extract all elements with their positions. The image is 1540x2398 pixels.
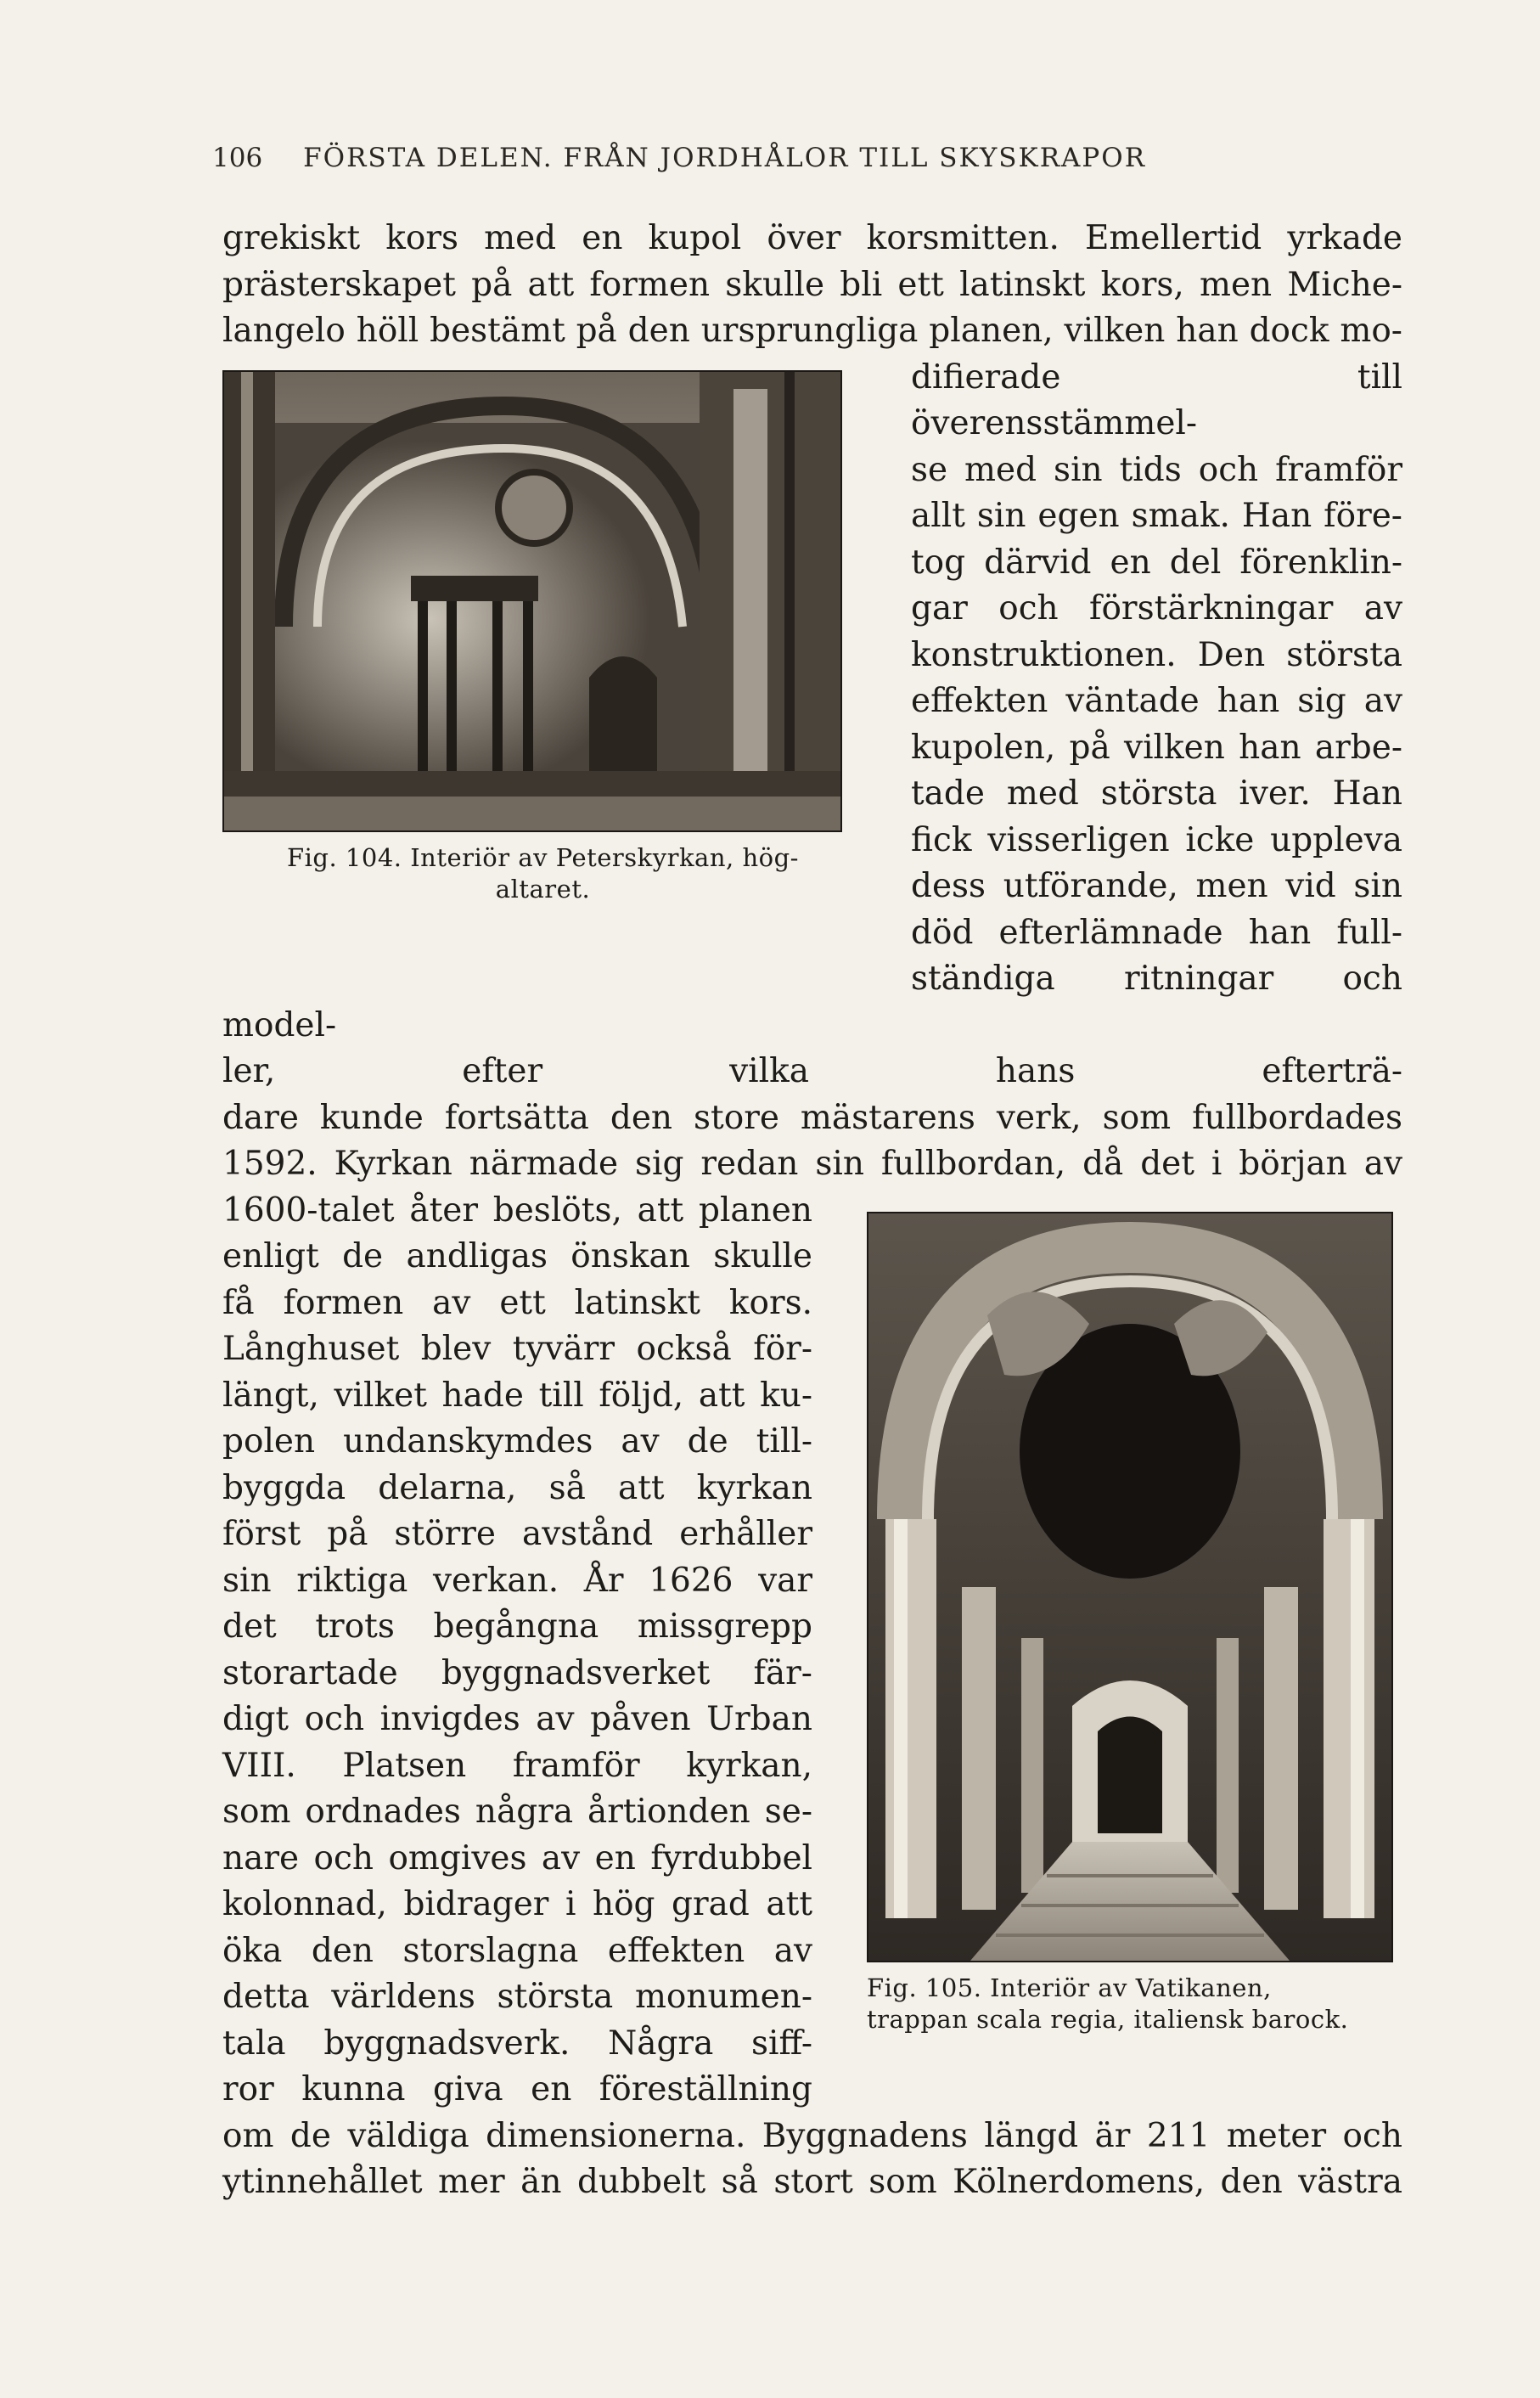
scala-regia-illustration: [868, 1213, 1391, 1961]
text-line: tog därvid en del förenklin-: [911, 543, 1402, 582]
text-line: 1600-talet åter beslöts, att planen: [222, 1191, 812, 1230]
caption-line: altaret.: [495, 874, 591, 903]
text-line: ror kunna giva en föreställning: [222, 2070, 812, 2108]
text-line: grekiskt kors med en kupol över korsmitten. Emellertid yrkade: [222, 219, 1402, 257]
page-number: 106: [212, 143, 263, 173]
text-line: polen undanskymdes av de till-: [222, 1422, 812, 1461]
photo-scala-regia: [867, 1212, 1393, 1962]
text-line: om de väldiga dimensionerna. Byggnadens längd är 211 meter och: [222, 2116, 1402, 2155]
text-line: langelo höll bestämt på den ursprungliga planen, vilken han dock mo-: [222, 312, 1402, 350]
text-line: prästerskapet på att formen skulle bli ett latinskt kors, men Miche-: [222, 265, 1402, 304]
text-line: sin riktiga verkan. År 1626 var: [222, 1561, 812, 1600]
text-line: kupolen, på vilken han arbe-: [911, 728, 1402, 767]
text-line: ler, efter vilka hans efterträ-: [222, 1052, 1402, 1090]
text-line: allt sin egen smak. Han före-: [911, 497, 1402, 535]
text-line: konstruktionen. Den största: [911, 635, 1402, 674]
text-line: tade med största iver. Han: [911, 774, 1402, 813]
text-line: död efterlämnade han full-: [911, 913, 1402, 952]
text-line: kolonnad, bidrager i hög grad att: [222, 1885, 812, 1923]
text-line: få formen av ett latinskt kors.: [222, 1283, 812, 1322]
text-line: fick visserligen icke uppleva: [911, 820, 1402, 859]
caption-line: Fig. 104. Interiör av Peterskyrkan, hög-: [287, 842, 799, 872]
figure-104: [222, 370, 863, 965]
text-line: det trots begångna missgrepp: [222, 1607, 812, 1646]
text-line: ständiga ritningar och model-: [222, 960, 1402, 1044]
text-line: enligt de andligas önskan skulle: [222, 1237, 812, 1275]
figure-105-caption: [855, 1973, 1402, 2035]
figure-104-caption: [222, 842, 863, 905]
peterskyrkan-illustration: [224, 372, 840, 830]
text-line: digt och invigdes av påven Urban: [222, 1700, 812, 1738]
figure-105: [855, 1212, 1402, 2069]
body-text: [222, 216, 1402, 2206]
text-line: dess utförande, men vid sin: [911, 867, 1402, 905]
text-line: difierade till överensstämmel-: [911, 357, 1402, 442]
text-line: se med sin tids och framför: [911, 450, 1402, 489]
running-head: [212, 143, 1146, 173]
text-line: tala byggnadsverk. Några siff-: [222, 2024, 812, 2063]
text-line: byggda delarna, så att kyrkan: [222, 1468, 812, 1507]
text-line: gar och förstärkningar av: [911, 589, 1402, 628]
text-line: först på större avstånd erhåller: [222, 1515, 812, 1553]
text-line: storartade byggnadsverket fär-: [222, 1653, 812, 1692]
text-line: öka den storslagna effekten av: [222, 1931, 812, 1970]
text-line: dare kunde fortsätta den store mästarens verk, som fullbordades: [222, 1098, 1402, 1137]
text-line: effekten väntade han sig av: [911, 682, 1402, 720]
text-line: Långhuset blev tyvärr också för-: [222, 1330, 812, 1368]
text-line: som ordnades några årtionden se-: [222, 1793, 812, 1831]
text-line: ytinnehållet mer än dubbelt så stort som Kölnerdomens, den västra: [222, 2163, 1402, 2201]
text-line: längt, vilket hade till följd, att ku-: [222, 1376, 812, 1415]
caption-line: trappan scala regia, italiensk barock.: [867, 2004, 1349, 2034]
text-line: 1592. Kyrkan närmade sig redan sin fullbordan, då det i början av: [222, 1145, 1402, 1183]
photo-peterskyrkan-interior: [222, 370, 842, 832]
text-line: nare och omgives av en fyrdubbel: [222, 1838, 812, 1877]
text-line: detta världens största monumen-: [222, 1978, 812, 2016]
caption-line: Fig. 105. Interiör av Vatikanen,: [867, 1973, 1272, 2002]
running-title: FÖRSTA DELEN. FRÅN JORDHÅLOR TILL SKYSKRAPOR: [303, 143, 1147, 173]
text-line: VIII. Platsen framför kyrkan,: [222, 1746, 812, 1785]
